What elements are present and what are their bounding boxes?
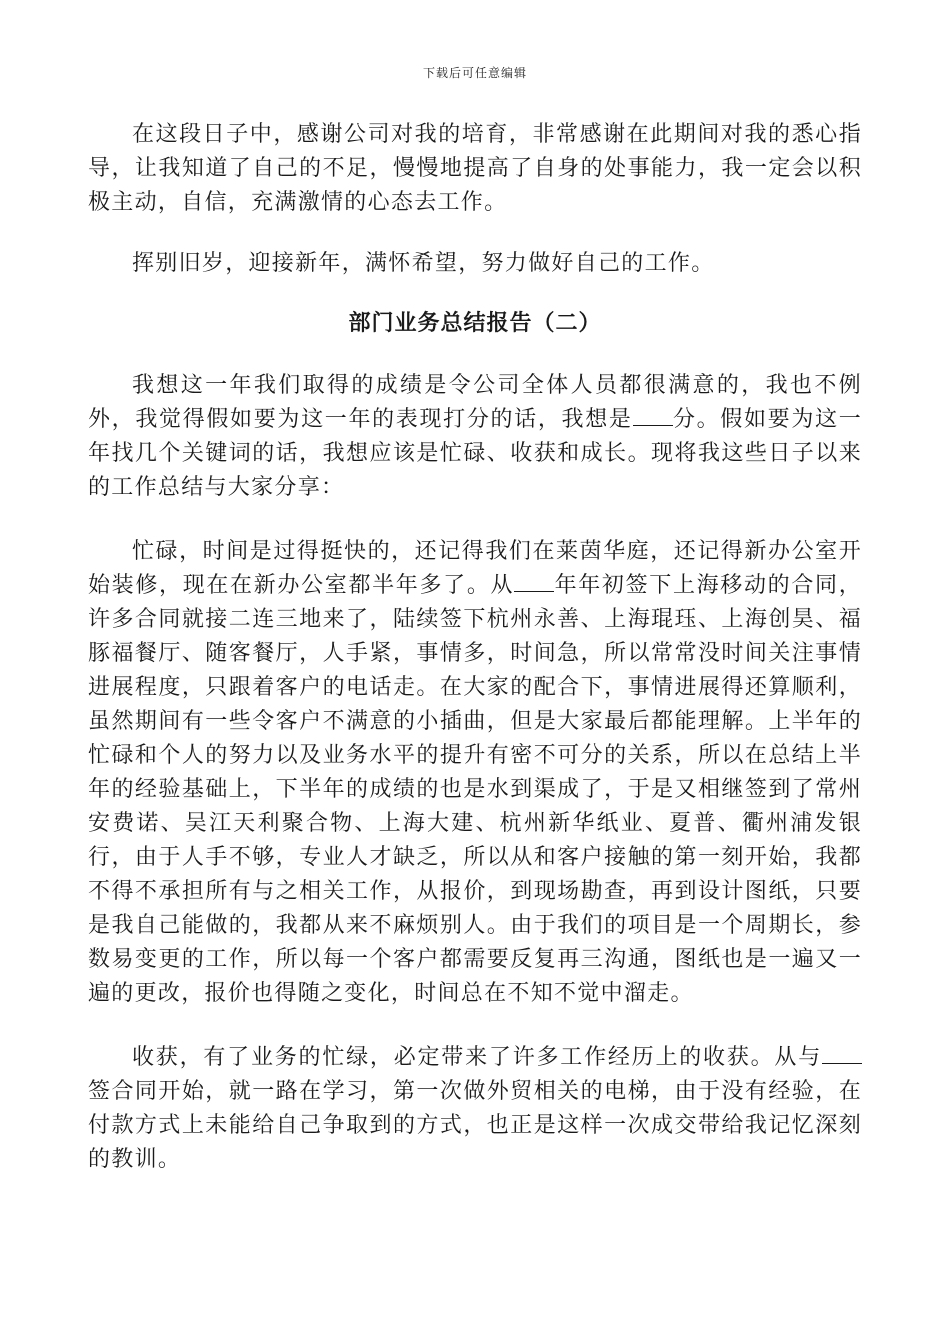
paragraph-intro-text-a: 我想这一年我们取得的成绩是令公司全体人员都很满意的，我也不例外，我觉得假如要为这一年的表现打分的话，我想是	[88, 373, 862, 432]
paragraph-harvest-text-b: 签合同开始，就一路在学习，第一次做外贸相关的电梯，由于没有经验，在付款方式上未能给自己争取到的方式，也正是这样一次成交带给我记忆深刻的教训。	[88, 1079, 862, 1172]
paragraph-harvest-text-a: 收获，有了业务的忙绿，必定带来了许多工作经历上的收获。从与	[132, 1045, 822, 1070]
fill-in-blank	[514, 571, 554, 592]
paragraph-busy	[88, 535, 862, 1011]
paragraph-intro	[88, 369, 862, 505]
paragraph-busy-text-b: 年年初签下上海移动的合同，许多合同就接二连三地来了，陆续签下杭州永善、上海琨珏、上海创昊、福豚福餐厅、随客餐厅，人手紧，事情多，时间急，所以常常没时间关注事情进展程度，只跟着客户的电话走。在大家的配合下，事情进展得还算顺利，虽然期间有一些令客户不满意的小插曲，但是大家最后都能理解。上半年的忙碌和个人的努力以及业务水平的提升有密不可分的关系，所以在总结上半年的经验基础上，下半年的成绩的也是水到渠成了，于是又相继签到了常州安费诺、吴江天利聚合物、上海大建、杭州新华纸业、夏普、衢州浦发银行，由于人手不够，专业人才缺乏，所以从和客户接触的第一刻开始，我都不得不承担所有与之相关工作，从报价，到现场勘查，再到设计图纸，只要是我自己能做的，我都从来不麻烦别人。由于我们的项目是一个周期长，参数易变更的工作，所以每一个客户都需要反复再三沟通，图纸也是一遍又一遍的更改，报价也得随之变化，时间总在不知不觉中溜走。	[88, 573, 862, 1006]
paragraph-harvest	[88, 1041, 862, 1177]
paragraph-spacer	[88, 505, 862, 535]
document-body	[88, 118, 862, 1177]
section-title: 部门业务总结报告（二）	[348, 311, 602, 336]
paragraph-spacer	[88, 1011, 862, 1041]
header-note: 下载后可任意编辑	[422, 66, 527, 80]
paragraph-new-year: 挥别旧岁，迎接新年，满怀希望，努力做好自己的工作。	[132, 251, 715, 276]
paragraph-spacer	[88, 220, 862, 247]
fill-in-blank	[822, 1043, 862, 1064]
paragraph-intro-text-b: 分。假如要为这一年找几个关键词的话，我想应该是忙碌、收获和成长。现将我这些日子以来的工作总结与大家分享：	[88, 407, 862, 500]
paragraph-spacer	[88, 281, 862, 307]
paragraph-gratitude: 在这段日子中，感谢公司对我的培育，非常感谢在此期间对我的悉心指导，让我知道了自己的不足，慢慢地提高了自身的处事能力，我一定会以积极主动，自信，充满激情的心态去工作。	[88, 122, 862, 215]
paragraph-busy-text-a: 忙碌，时间是过得挺快的，还记得我们在莱茵华庭，还记得新办公室开始装修，现在在新办公室都半年多了。从	[88, 539, 862, 598]
paragraph-spacer	[88, 341, 862, 369]
fill-in-blank	[633, 405, 673, 426]
